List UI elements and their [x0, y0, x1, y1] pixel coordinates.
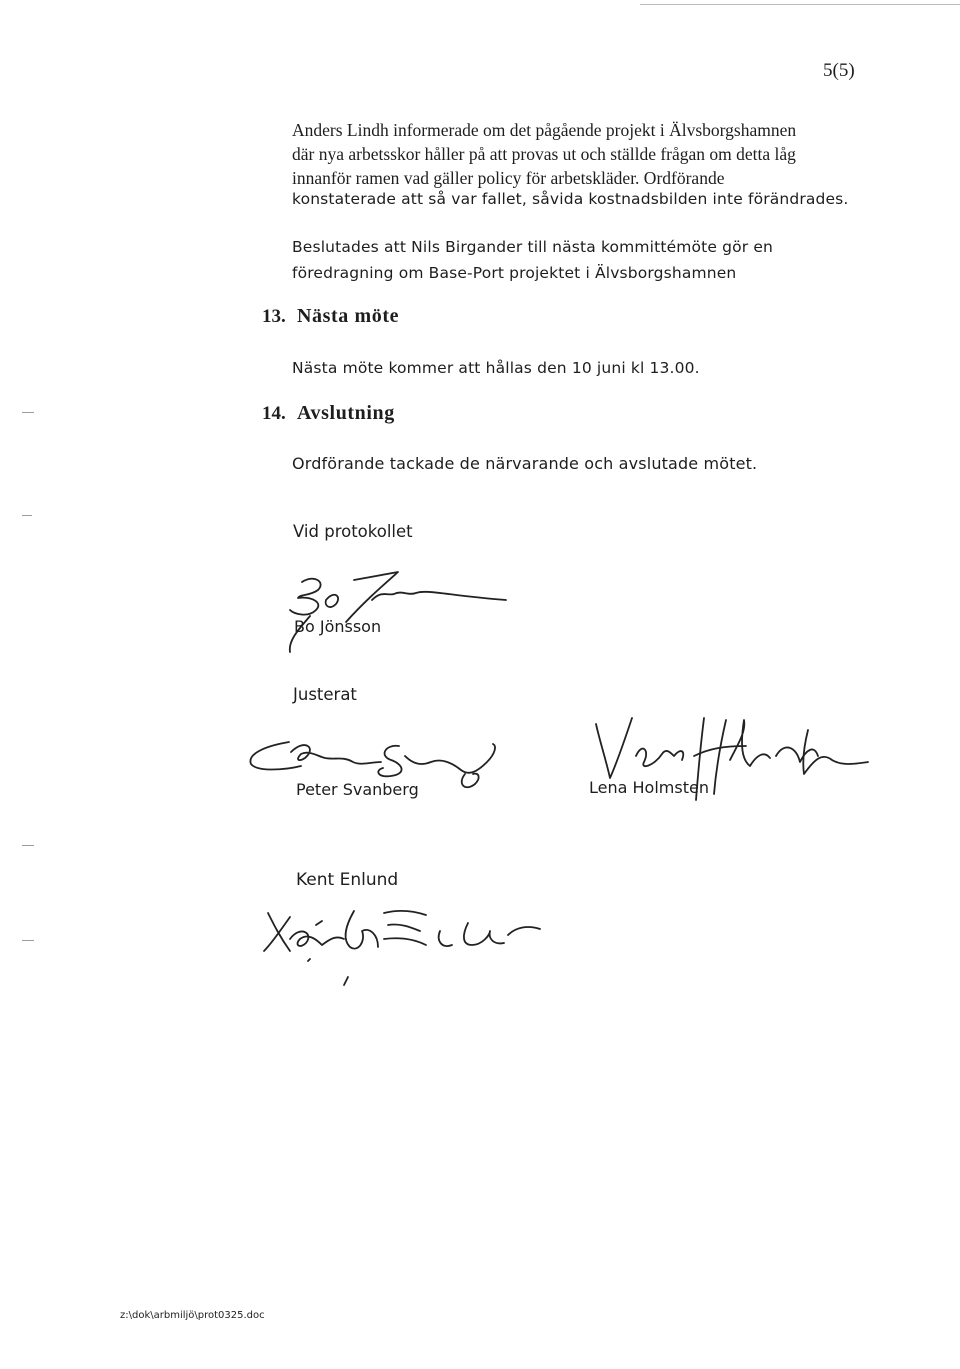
scan-edge-line — [640, 4, 960, 5]
text-line: där nya arbetsskor håller på att provas ut och ställde frågan om detta låg — [292, 144, 796, 164]
scan-mark — [22, 412, 34, 413]
scan-mark — [22, 515, 32, 516]
signature-name-kent-enlund: Kent Enlund — [296, 870, 399, 890]
text-line: konstaterade att så var fallet, såvida kostnadsbilden inte förändrades. — [292, 190, 849, 208]
section-title-avslutning: Avslutning — [297, 402, 395, 424]
paragraph-beslutades — [292, 234, 773, 286]
section-body-nasta-mote: Nästa möte kommer att hållas den 10 juni kl 13.00. — [292, 359, 700, 377]
signature-bo-jonsson — [280, 560, 530, 655]
protocol-label: Vid protokollet — [293, 522, 413, 541]
signature-name-lena-holmsten: Lena Holmsten — [589, 778, 709, 797]
paragraph-anders-lindh — [292, 118, 796, 190]
text-line: Beslutades att Nils Birgander till nästa kommittémöte gör en — [292, 238, 774, 256]
page-number: 5(5) — [823, 60, 855, 81]
signature-kent-enlund — [250, 895, 550, 995]
section-title-nasta-mote: Nästa möte — [297, 305, 400, 327]
text-line: innanför ramen vad gäller policy för arbetskläder. Ordförande — [292, 168, 725, 188]
scan-mark — [22, 940, 34, 941]
text-line: Anders Lindh informerade om det pågående projekt i Älvsborgshamnen — [292, 120, 797, 140]
section-number-13: 13. — [262, 306, 286, 327]
text-line: föredragning om Base-Port projektet i Älvsborgshamnen — [292, 264, 737, 282]
paragraph-anders-lindh-cont — [292, 187, 849, 211]
footer-file-path: z:\dok\arbmiljö\prot0325.doc — [120, 1310, 265, 1321]
section-number-14: 14. — [262, 403, 286, 424]
section-body-avslutning: Ordförande tackade de närvarande och avslutade mötet. — [292, 454, 758, 473]
adjusted-label: Justerat — [293, 685, 357, 704]
signature-name-bo-jonsson: Bo Jönsson — [294, 617, 382, 636]
scan-mark — [22, 845, 34, 846]
signature-name-peter-svanberg: Peter Svanberg — [296, 780, 419, 799]
